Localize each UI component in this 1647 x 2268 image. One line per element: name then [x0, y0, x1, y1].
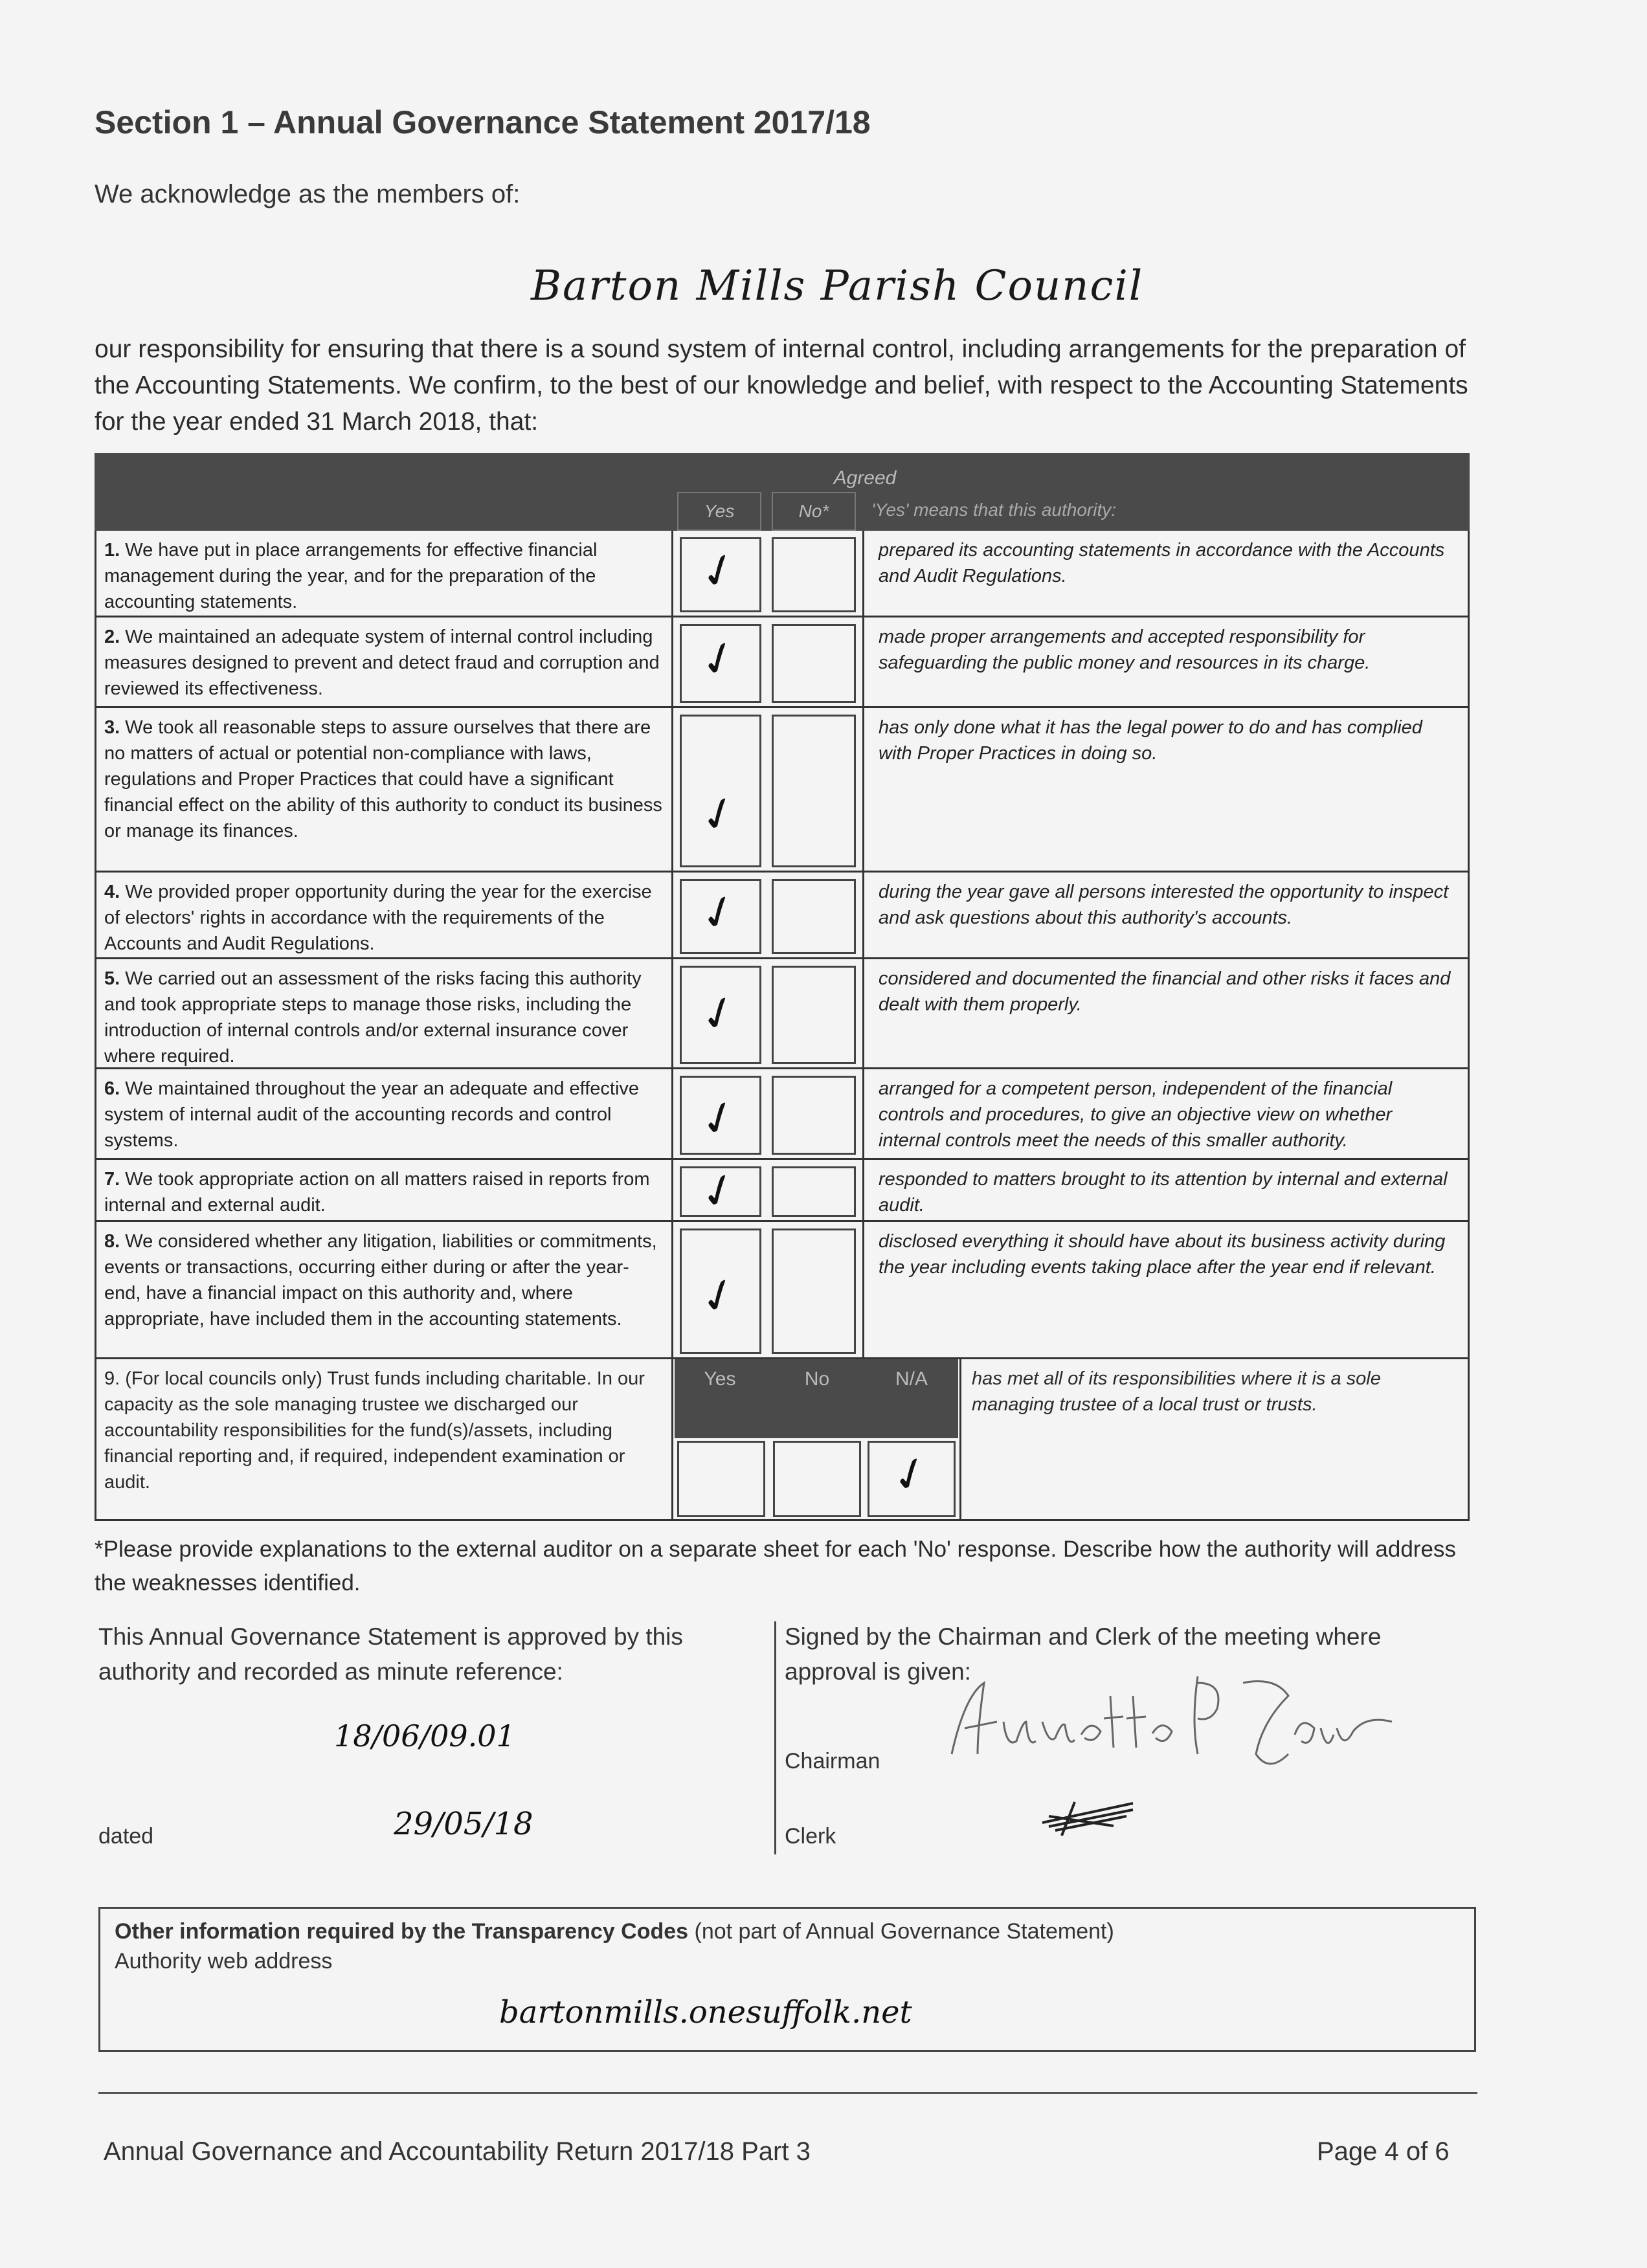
statement-text: (For local councils only) Trust funds including charitable. In our capacity as the sole managing trustee we discharged our accountability responsibilities for the fund(s)/assets, including financial reporting and, if required, independent examination or audit. [104, 1368, 645, 1493]
row-number: 5. [104, 968, 120, 989]
no-checkbox[interactable] [772, 624, 856, 703]
row-number: 4. [104, 882, 120, 902]
footer-divider [98, 2092, 1477, 2094]
row-number: 2. [104, 627, 120, 647]
row-number: 8. [104, 1231, 120, 1252]
chairman-label: Chairman [785, 1749, 880, 1773]
council-name-handwritten: Barton Mills Parish Council [531, 262, 1144, 310]
statement-cell [95, 1359, 673, 1521]
header-yes: Yes [677, 492, 761, 531]
tick-mark: ✓ [883, 1443, 937, 1506]
means-cell: has only done what it has the legal power to do and has complied with Proper Practices in doing so. [862, 708, 1470, 871]
tick-mark: ✓ [691, 881, 746, 944]
statement-cell [95, 531, 673, 616]
table-row-1 [95, 531, 1470, 617]
statement-cell [95, 1222, 673, 1357]
governance-table [95, 453, 1470, 1521]
tick-mark: ✓ [691, 783, 746, 846]
option-yes-label: Yes [704, 1368, 736, 1390]
means-cell: considered and documented the financial and other risks it faces and dealt with them properly. [862, 959, 1470, 1067]
web-address-label: Authority web address [115, 1949, 333, 1973]
means-cell: made proper arrangements and accepted responsibility for safeguarding the public money and resources in its charge. [862, 617, 1470, 706]
tick-mark: ✓ [691, 1159, 746, 1223]
means-cell: during the year gave all persons interested the opportunity to inspect and ask questions about this authority's accounts. [862, 873, 1470, 957]
table-row-4 [95, 873, 1470, 959]
statement-cell [95, 873, 673, 957]
statement-cell [95, 1069, 673, 1158]
table-row-7 [95, 1160, 1470, 1222]
statement-text: We have put in place arrangements for effective financial management during the year, and for the preparation of the accounting statements. [104, 540, 598, 612]
no-checkbox[interactable] [772, 715, 856, 867]
row-number: 9. [104, 1368, 120, 1389]
row-number: 3. [104, 717, 120, 738]
footer-title: Annual Governance and Accountability Return 2017/18 Part 3 [104, 2137, 811, 2166]
transparency-title [115, 1919, 1114, 1944]
tick-mark: ✓ [691, 539, 746, 603]
no-checkbox[interactable] [772, 1228, 856, 1354]
statement-text: We provided proper opportunity during the year for the exercise of electors' rights in accordance with the requirements of the Accounts and Audit Regulations. [104, 882, 652, 954]
yes-checkbox[interactable] [680, 1228, 761, 1354]
header-agreed: Agreed [833, 467, 897, 489]
approval-text: This Annual Governance Statement is approved by this authority and recorded as minute reference: [98, 1623, 683, 1685]
yes-checkbox[interactable] [680, 1076, 761, 1155]
row-number: 6. [104, 1078, 120, 1099]
no-checkbox[interactable] [772, 1166, 856, 1217]
transparency-title-bold: Other information required by the Transparency Codes [115, 1919, 689, 1944]
clerk-signature [1036, 1797, 1139, 1838]
table-row-5 [95, 959, 1470, 1069]
table-row-2 [95, 617, 1470, 708]
table-row-9 [95, 1359, 1470, 1521]
yes-checkbox[interactable] [680, 1159, 761, 1223]
means-cell: disclosed everything it should have about its business activity during the year including events taking place after the year end if relevant. [862, 1222, 1470, 1357]
tick-mark: ✓ [691, 1087, 746, 1150]
yes-checkbox[interactable] [680, 624, 761, 703]
statement-text: We maintained throughout the year an adequate and effective system of internal audit of the accounting records and control systems. [104, 1078, 640, 1151]
trust-options-header [675, 1359, 958, 1438]
tick-mark: ✓ [691, 1264, 746, 1328]
trust-no-checkbox[interactable] [773, 1441, 861, 1517]
table-row-6 [95, 1069, 1470, 1160]
transparency-title-note: (not part of Annual Governance Statement) [688, 1919, 1114, 1944]
means-cell: arranged for a competent person, independent of the financial controls and procedures, to give an objective view on whether internal controls meet the needs of this smaller authority. [862, 1069, 1470, 1158]
means-cell: has met all of its responsibilities where it is a sole managing trustee of a local trust or trusts. [959, 1359, 1470, 1521]
chairman-signature [939, 1657, 1405, 1786]
yes-checkbox[interactable] [680, 879, 761, 954]
means-cell: prepared its accounting statements in accordance with the Accounts and Audit Regulations. [862, 531, 1470, 616]
tick-mark: ✓ [691, 982, 746, 1045]
table-row-3 [95, 708, 1470, 873]
intro-paragraph: our responsibility for ensuring that there is a sound system of internal control, including arrangements for the preparation of the Accounting Statements. We confirm, to the best of our knowledge and belief, with respect to the Accounting Statements for the year ended 31 March 2018, that: [95, 335, 1468, 436]
dated-value-handwritten: 29/05/18 [394, 1806, 533, 1842]
option-no-label: No [804, 1368, 830, 1390]
dated-label: dated [98, 1824, 154, 1849]
header-no: No* [772, 492, 856, 531]
page-number: Page 4 of 6 [1317, 2137, 1450, 2166]
page-title: Section 1 – Annual Governance Statement 2017/18 [95, 104, 871, 140]
means-cell: responded to matters brought to its attention by internal and external audit. [862, 1160, 1470, 1220]
yes-checkbox[interactable] [680, 537, 761, 612]
statement-cell [95, 1160, 673, 1220]
signing-text: Signed by the Chairman and Clerk of the meeting where approval is given: [785, 1623, 1382, 1685]
statement-text: We took appropriate action on all matters raised in reports from internal and external audit. [104, 1169, 650, 1216]
yes-checkbox[interactable] [680, 715, 761, 867]
clerk-label: Clerk [785, 1824, 836, 1849]
statement-cell [95, 959, 673, 1067]
option-na-label: N/A [895, 1368, 928, 1390]
yes-checkbox[interactable] [680, 966, 761, 1064]
no-checkbox[interactable] [772, 537, 856, 612]
statement-text: We maintained an adequate system of internal control including measures designed to prevent and detect fraud and corruption and reviewed its effectiveness. [104, 627, 660, 699]
acknowledge-text: We acknowledge as the members of: [95, 180, 521, 208]
signature-divider [774, 1621, 776, 1854]
trust-yes-checkbox[interactable] [677, 1441, 765, 1517]
row-number: 1. [104, 540, 120, 561]
trust-na-checkbox[interactable] [868, 1441, 956, 1517]
no-checkbox[interactable] [772, 1076, 856, 1155]
footnote: *Please provide explanations to the external auditor on a separate sheet for each 'No' response. Describe how the authority will address the weaknesses identified. [95, 1537, 1456, 1595]
web-address-handwritten: bartonmills.onesuffolk.net [499, 1994, 912, 2030]
no-checkbox[interactable] [772, 966, 856, 1064]
table-header [95, 453, 1470, 531]
table-row-8 [95, 1222, 1470, 1359]
transparency-box [98, 1907, 1476, 2052]
statement-cell [95, 708, 673, 871]
statement-cell [95, 617, 673, 706]
no-checkbox[interactable] [772, 879, 856, 954]
statement-text: We carried out an assessment of the risks facing this authority and took appropriate steps to manage those risks, including the introduction of internal controls and/or external insurance cover where required. [104, 968, 642, 1067]
statement-text: We took all reasonable steps to assure ourselves that there are no matters of actual or potential non-compliance with laws, regulations and Proper Practices that could have a significant financial effect on the ability of this authority to conduct its business or manage its finances. [104, 717, 662, 841]
minute-reference-handwritten: 18/06/09.01 [334, 1718, 515, 1753]
tick-mark: ✓ [691, 627, 746, 691]
row-number: 7. [104, 1169, 120, 1190]
statement-text: We considered whether any litigation, liabilities or commitments, events or transactions, occurring either during or after the year-end, have a financial impact on this authority and, where appropriate, have included them in the accounting statements. [104, 1231, 657, 1329]
header-means: 'Yes' means that this authority: [871, 500, 1116, 520]
